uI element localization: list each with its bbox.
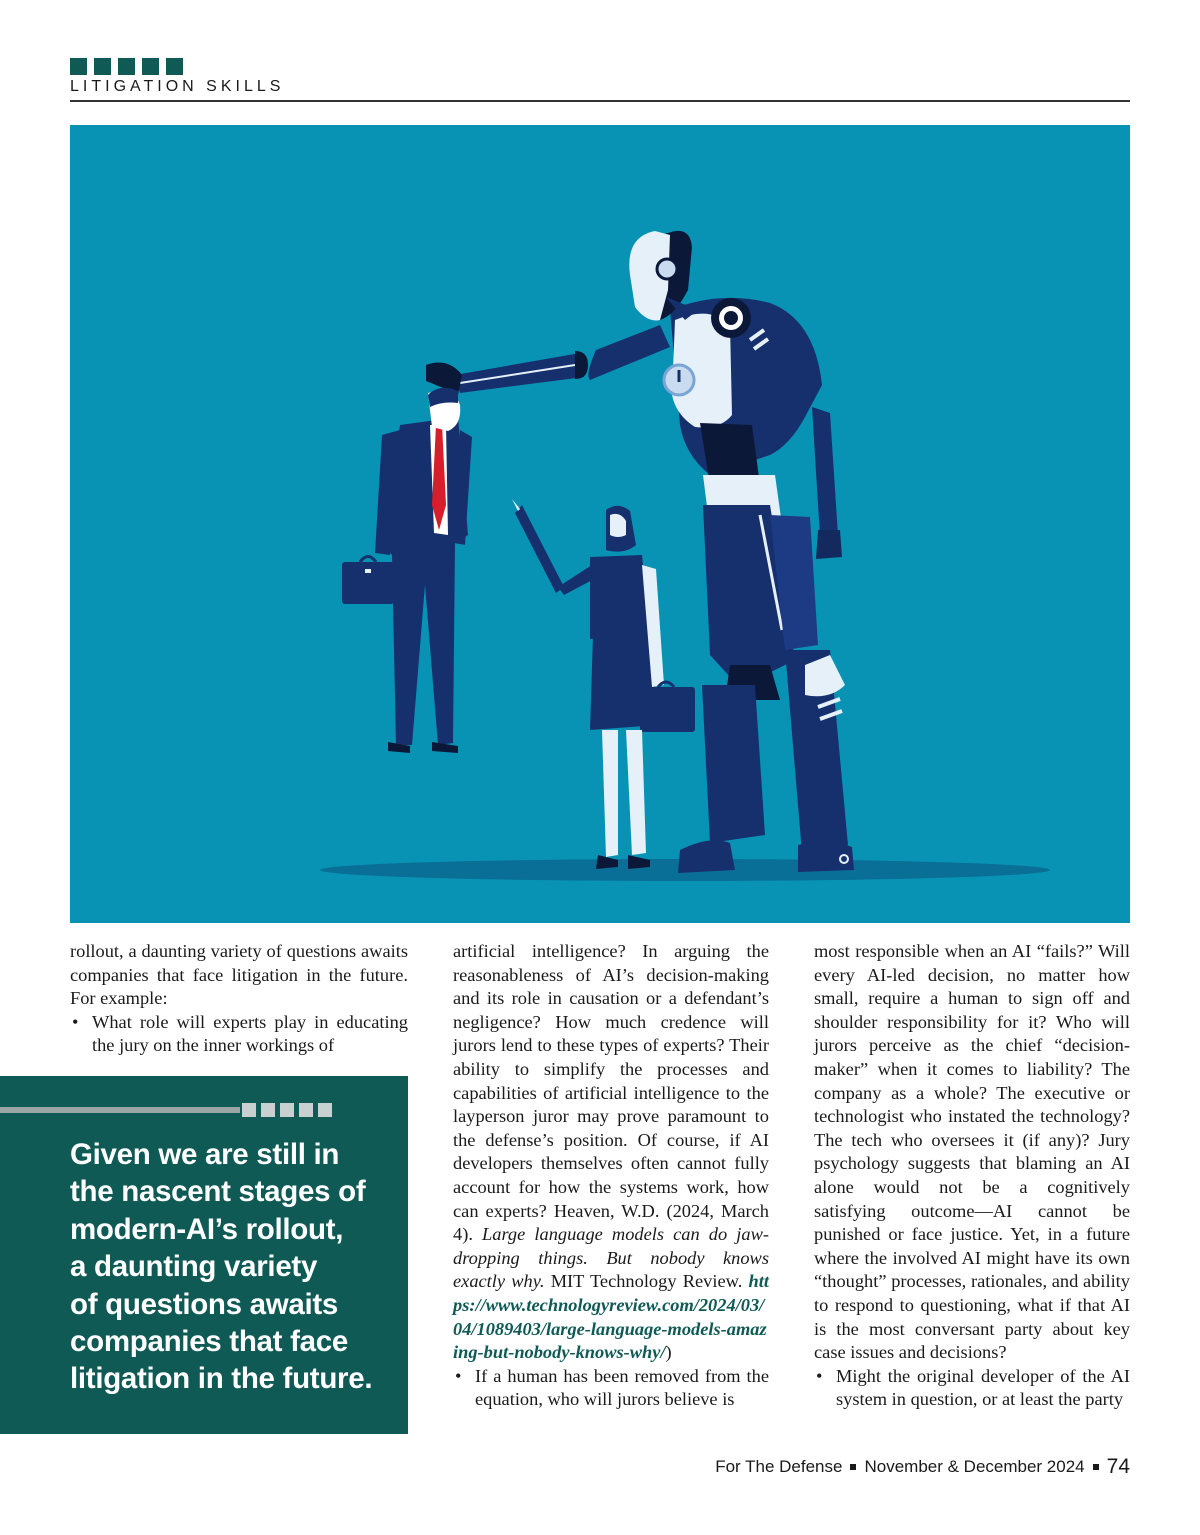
paragraph-text: artificial intelligence? In arguing the reasonableness of AI’s decision-making and its role in causation or a defendant’s negligence? How much credence will jurors lend to these types of experts? Their ability to simplify the processes and capabilities of artificial intelligence to the layperson juror may prove paramount to the defense’s position. Of course, if AI developers themselves often cannot fully account for how the systems work, how can experts? Heaven, W.D. (2024, March 4).	[453, 941, 769, 1245]
bullet-list	[814, 1365, 1130, 1412]
publication-name: For The Defense	[715, 1457, 843, 1476]
page-number: 74	[1106, 1455, 1130, 1478]
robot-patting-businessman-icon	[70, 125, 1130, 923]
separator-square-icon	[1093, 1464, 1099, 1470]
paragraph: rollout, a daunting variety of questions awaits companies that face litigation in the future. For example:	[70, 941, 408, 1009]
header-rule	[70, 100, 1130, 102]
paragraph: most responsible when an AI “fails?” Will every AI-led decision, no matter how small, require a human to sign off and shoulder responsibility for it? Who will jurors perceive as the chief “decision-maker” when it comes to liability? The company as a whole? The executive or technologist who instated the technology? The tech who oversees it (if any)? Jury psychology suggests that blaming an AI alone would not be a cognitively satisfying outcome—AI cannot be punished or face justice. Yet, in a future where the involved AI might have its own “thought” processes, rationales, and ability to respond to questioning, what if that AI is the most conversant party about key case issues and decisions?	[814, 941, 1130, 1363]
page-footer	[715, 1455, 1130, 1479]
section-header	[70, 58, 1130, 96]
citation-source: MIT Technology Review.	[550, 1271, 743, 1292]
bullet-list	[453, 1365, 769, 1412]
list-item: • If a human has been removed from the equation, who will jurors believe is	[453, 1365, 769, 1412]
pull-quote-text: Given we are still in the nascent stages of modern-AI’s rollout, a daunting variety of questions awaits companies that face litigation in the future.	[70, 1138, 373, 1396]
list-item: • Might the original developer of the AI system in question, or at least the party	[814, 1365, 1130, 1412]
citation-title: Large language models can do jaw-dropping things. But nobody knows exactly why.	[453, 1224, 769, 1292]
pull-quote-rule	[0, 1107, 240, 1113]
citation-close: )	[665, 1342, 672, 1363]
bullet-list	[70, 1011, 408, 1058]
article-column-2	[453, 940, 769, 1412]
paragraph	[453, 940, 769, 1365]
citation-link[interactable]: https://www.technologyreview.com/2024/03/04/1089403/large-language-models-amazing-but-nobody-knows-why/	[453, 1271, 769, 1363]
separator-square-icon	[850, 1464, 856, 1470]
issue-date: November & December 2024	[864, 1457, 1085, 1476]
list-item: • What role will experts play in educating the jury on the inner workings of	[70, 1011, 408, 1058]
article-column-3	[814, 940, 1130, 1412]
section-squares-icon	[70, 58, 1130, 75]
article-column-1	[70, 940, 408, 1058]
robot-illustration	[70, 125, 1130, 923]
pull-quote	[0, 1076, 408, 1434]
section-label: LITIGATION SKILLS	[70, 78, 285, 95]
pull-quote-squares-icon	[242, 1103, 332, 1117]
